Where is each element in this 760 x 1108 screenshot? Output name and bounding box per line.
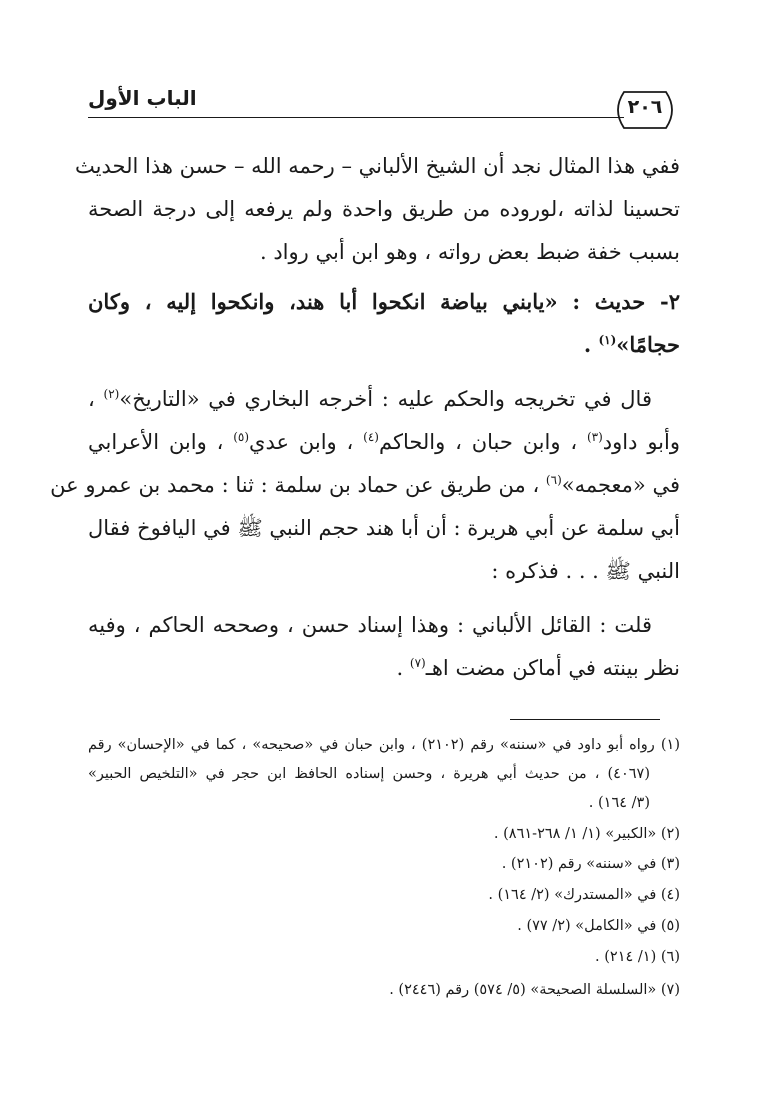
text-span: ، وابن عدي [249, 430, 364, 454]
footnote-1-line-2: (٤٠٦٧) ، من حديث أبي هريرة ، وحسن إسناده الحافظ ابن حجر في «التلخيص الحبير» [88, 766, 650, 782]
text-span: ، وابن حبان ، والحاكم [378, 430, 587, 454]
page-number: ٢٠٦ [627, 96, 663, 118]
text-span: . [396, 656, 410, 680]
footnote-4: (٤) في «المستدرك» (٢/ ١٦٤) . [488, 887, 680, 903]
footnote-ref-1: (١) [598, 333, 617, 347]
text-span: في «معجمه» [561, 473, 680, 497]
footnote-ref-2: (٢) [103, 387, 120, 401]
hadith-line-2 [88, 330, 680, 360]
footnote-ref-5: (٥) [233, 430, 250, 444]
text-span: ، وابن الأعرابي [88, 430, 234, 454]
footnote-7: (٧) «السلسلة الصحيحة» (٥/ ٥٧٤) رقم (٢٤٤٦) . [389, 982, 680, 998]
chapter-title: الباب الأول [88, 86, 197, 110]
paragraph-3-line-2 [88, 427, 680, 457]
footnote-3: (٣) في «سننه» رقم (٢١٠٢) . [501, 856, 680, 872]
footnote-2: (٢) «الكبير» (١/ ١/ ٢٦٨-٨٦١) . [493, 826, 680, 842]
paragraph-3-line-4: أبي سلمة عن أبي هريرة : أن أبا هند حجم النبي ﷺ في اليافوخ فقال [88, 516, 680, 540]
header-rule [88, 117, 624, 118]
text-span: ، [88, 387, 104, 411]
page-header [88, 84, 680, 128]
paragraph-1-line-1: ففي هذا المثال نجد أن الشيخ الألباني – رحمه الله – حسن هذا الحديث [75, 154, 680, 178]
paragraph-4-line-2 [88, 653, 680, 683]
footnote-ref-4: (٤) [363, 430, 379, 444]
footnote-ref-3: (٣) [586, 430, 603, 444]
footnote-1-line-1: (١) رواه أبو داود في «سننه» رقم (٢١٠٢) ، وابن حبان في «صحيحه» ، كما في «الإحسان» رقم [88, 737, 680, 753]
text-span: قال في تخريجه والحكم عليه : أخرجه البخاري في «التاريخ» [119, 387, 652, 411]
footnote-separator [510, 719, 660, 720]
footnote-6: (٦) (١/ ٢١٤) . [595, 949, 680, 965]
paragraph-1-line-2: تحسينا لذاته ،لوروده من طريق واحدة ولم يرفعه إلى درجة الصحة [88, 197, 680, 221]
footnote-5: (٥) في «الكامل» (٢/ ٧٧) . [517, 918, 680, 934]
paragraph-3-line-1 [88, 384, 680, 414]
footnote-1-line-3: (٣/ ١٦٤) . [588, 795, 650, 811]
paragraph-3-line-5: النبي ﷺ . . . فذكره : [491, 559, 680, 583]
text-span: ، من طريق عن حماد بن سلمة : ثنا : محمد بن عمرو عن [50, 473, 546, 497]
footnote-ref-7: (٧) [409, 656, 426, 670]
page-number-badge [610, 88, 680, 132]
paragraph-3-line-3 [50, 470, 680, 500]
hadith-line-1: ٢- حديث : «يابني بياضة انكحوا أبا هند، وانكحوا إليه ، وكان [88, 289, 680, 314]
text-span: نظر بينته في أماكن مضت اهـ [425, 656, 680, 680]
paragraph-4-line-1: قلت : القائل الألباني : وهذا إسناد حسن ، وصححه الحاكم ، وفيه [88, 613, 652, 637]
paragraph-1-line-3: بسبب خفة ضبط بعض رواته ، وهو ابن أبي رواد . [259, 240, 680, 264]
text-span: وأبو داود [602, 430, 680, 454]
hadith-text-end: حجامًا» [616, 332, 680, 357]
hadith-period: . [583, 332, 599, 357]
footnote-ref-6: (٦) [545, 473, 562, 487]
